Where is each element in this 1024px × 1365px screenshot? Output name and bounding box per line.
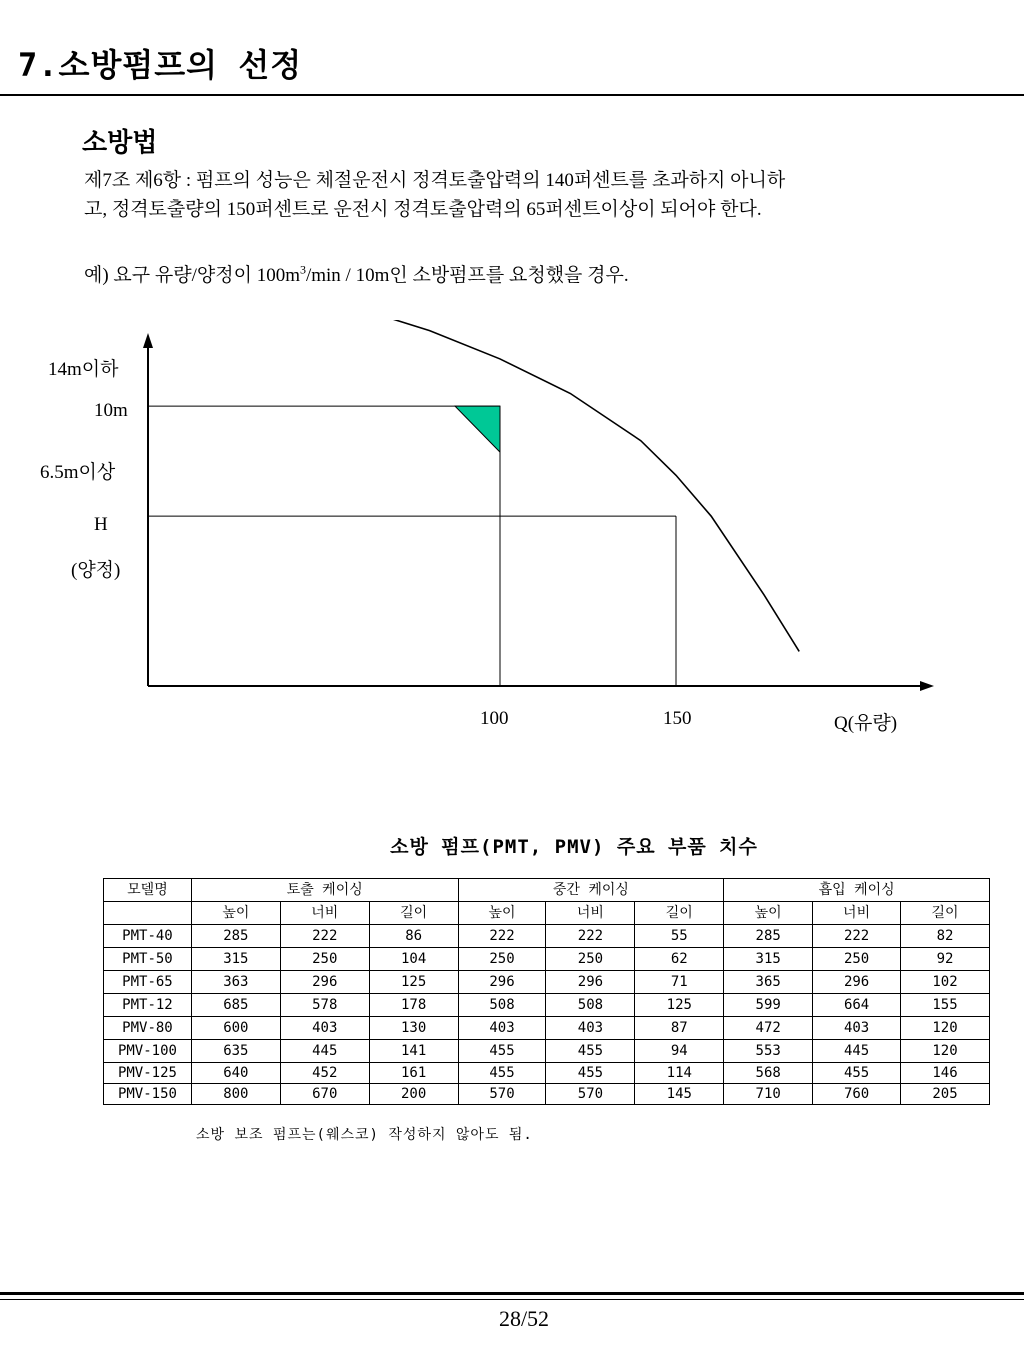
table-row [104,925,990,948]
dimension-cell: 94 [635,1040,724,1063]
dimension-cell: 568 [724,1063,813,1084]
dimension-cell: 86 [369,925,458,948]
dimension-cell: 472 [724,1017,813,1040]
dimension-cell: 222 [546,925,635,948]
header-group-middle: 중간 케이싱 [458,879,724,902]
dimension-cell: 455 [458,1040,546,1063]
dimension-cell: 670 [280,1084,369,1105]
dimension-cell: 599 [724,994,813,1017]
dimension-cell: 161 [369,1063,458,1084]
model-cell: PMV-150 [104,1084,192,1105]
dimension-cell: 403 [280,1017,369,1040]
model-cell: PMV-100 [104,1040,192,1063]
table-row [104,1040,990,1063]
dimension-cell: 155 [901,994,990,1017]
dimension-cell: 800 [191,1084,280,1105]
model-cell: PMT-50 [104,948,192,971]
dimension-cell: 222 [458,925,546,948]
header-group-suction: 흡입 케이싱 [724,879,990,902]
regulation-text [84,166,984,224]
dimension-cell: 508 [458,994,546,1017]
title-divider [0,94,1024,96]
section-heading: 소방법 [82,128,158,158]
dimension-cell: 71 [635,971,724,994]
dimension-cell: 445 [280,1040,369,1063]
dimension-cell: 315 [191,948,280,971]
dimensions-table [103,878,990,1105]
header-group-discharge: 토출 케이싱 [191,879,458,902]
dimension-cell: 403 [546,1017,635,1040]
dimension-cell: 710 [724,1084,813,1105]
subheader-cell: 높이 [458,902,546,925]
dimension-cell: 285 [191,925,280,948]
y-tick-label-10m: 10m [94,400,128,421]
regulation-line-1: 제7조 제6항 : 펌프의 성능은 체절운전시 정격토출압력의 140퍼센트를 초과하지 아니하 [84,170,786,191]
example-suffix: /min / 10m인 소방펌프를 요청했을 경우. [305,265,629,286]
dimension-cell: 205 [901,1084,990,1105]
dimension-cell: 578 [280,994,369,1017]
dimension-cell: 250 [546,948,635,971]
dimension-cell: 62 [635,948,724,971]
header-model: 모델명 [104,879,192,902]
dimension-cell: 508 [546,994,635,1017]
dimension-cell: 125 [635,994,724,1017]
dimension-cell: 145 [635,1084,724,1105]
dimension-cell: 82 [901,925,990,948]
dimension-cell: 403 [458,1017,546,1040]
table-row [104,948,990,971]
example-text [84,260,629,287]
dimension-cell: 130 [369,1017,458,1040]
dimension-cell: 664 [813,994,901,1017]
dimension-cell: 296 [813,971,901,994]
example-superscript: 3 [299,262,306,277]
dimension-cell: 365 [724,971,813,994]
pump-performance-chart [0,320,1024,720]
y-axis-arrow [143,333,153,348]
x-tick-label-100: 100 [480,708,509,729]
dimension-cell: 570 [458,1084,546,1105]
dimension-cell: 685 [191,994,280,1017]
footer-divider-thin [0,1299,1024,1300]
dimension-cell: 250 [458,948,546,971]
dimension-cell: 285 [724,925,813,948]
table-row [104,1084,990,1105]
dimension-cell: 403 [813,1017,901,1040]
dimension-cell: 87 [635,1017,724,1040]
dimension-cell: 363 [191,971,280,994]
dimension-cell: 125 [369,971,458,994]
subheader-cell: 너비 [280,902,369,925]
subheader-cell: 길이 [901,902,990,925]
dimension-cell: 600 [191,1017,280,1040]
dimension-cell: 102 [901,971,990,994]
dimension-cell: 222 [813,925,901,948]
dimension-cell: 120 [901,1017,990,1040]
x-axis-arrow [920,681,934,691]
y-axis-label-h: H [94,514,108,535]
table-row [104,994,990,1017]
y-axis-label-head: (양정) [71,560,121,581]
dimension-cell: 570 [546,1084,635,1105]
pump-curve [148,320,799,651]
model-cell: PMV-125 [104,1063,192,1084]
regulation-line-2: 고, 정격토출량의 150퍼센트로 운전시 정격토출압력의 65퍼센트이상이 되어야 한다. [84,199,762,220]
dimension-cell: 455 [813,1063,901,1084]
subheader-cell: 높이 [724,902,813,925]
subheader-cell: 높이 [191,902,280,925]
dimension-cell: 760 [813,1084,901,1105]
model-cell: PMT-12 [104,994,192,1017]
dimension-cell: 455 [546,1040,635,1063]
subheader-cell: 너비 [813,902,901,925]
dimension-cell: 92 [901,948,990,971]
dimension-cell: 455 [546,1063,635,1084]
x-axis-label: Q(유량) [834,713,898,734]
dimension-cell: 296 [280,971,369,994]
dimension-cell: 635 [191,1040,280,1063]
dimension-cell: 114 [635,1063,724,1084]
dimension-cell: 200 [369,1084,458,1105]
dimension-cell: 178 [369,994,458,1017]
tolerance-triangle [455,406,500,452]
example-prefix: 예) 요구 유량/양정이 100m [84,265,300,286]
header-empty [104,902,192,925]
x-tick-label-150: 150 [663,708,692,729]
y-tick-label-14m: 14m이하 [48,359,119,380]
subheader-cell: 길이 [369,902,458,925]
dimension-cell: 222 [280,925,369,948]
dimension-cell: 104 [369,948,458,971]
dimension-cell: 141 [369,1040,458,1063]
dimension-cell: 296 [546,971,635,994]
model-cell: PMT-40 [104,925,192,948]
table-row [104,971,990,994]
footer-divider-thick [0,1292,1024,1295]
page-title: 7.소방펌프의 선정 [18,46,303,84]
dimension-cell: 296 [458,971,546,994]
dimension-cell: 455 [458,1063,546,1084]
dimension-cell: 452 [280,1063,369,1084]
page-number: 28/52 [498,1306,550,1331]
subheader-cell: 길이 [635,902,724,925]
footnote: 소방 보조 펌프는(웨스코) 작성하지 않아도 됨. [196,1127,533,1143]
dimension-cell: 553 [724,1040,813,1063]
dimension-cell: 640 [191,1063,280,1084]
dimension-cell: 315 [724,948,813,971]
y-tick-label-6-5m: 6.5m이상 [40,462,116,483]
model-cell: PMT-65 [104,971,192,994]
model-cell: PMV-80 [104,1017,192,1040]
table-row [104,1063,990,1084]
subheader-cell: 너비 [546,902,635,925]
dimension-cell: 120 [901,1040,990,1063]
dimension-cell: 55 [635,925,724,948]
dimension-cell: 445 [813,1040,901,1063]
table-row [104,1017,990,1040]
dimension-cell: 250 [813,948,901,971]
table-title: 소방 펌프(PMT, PMV) 주요 부품 치수 [390,836,758,858]
dimension-cell: 146 [901,1063,990,1084]
dimension-cell: 250 [280,948,369,971]
